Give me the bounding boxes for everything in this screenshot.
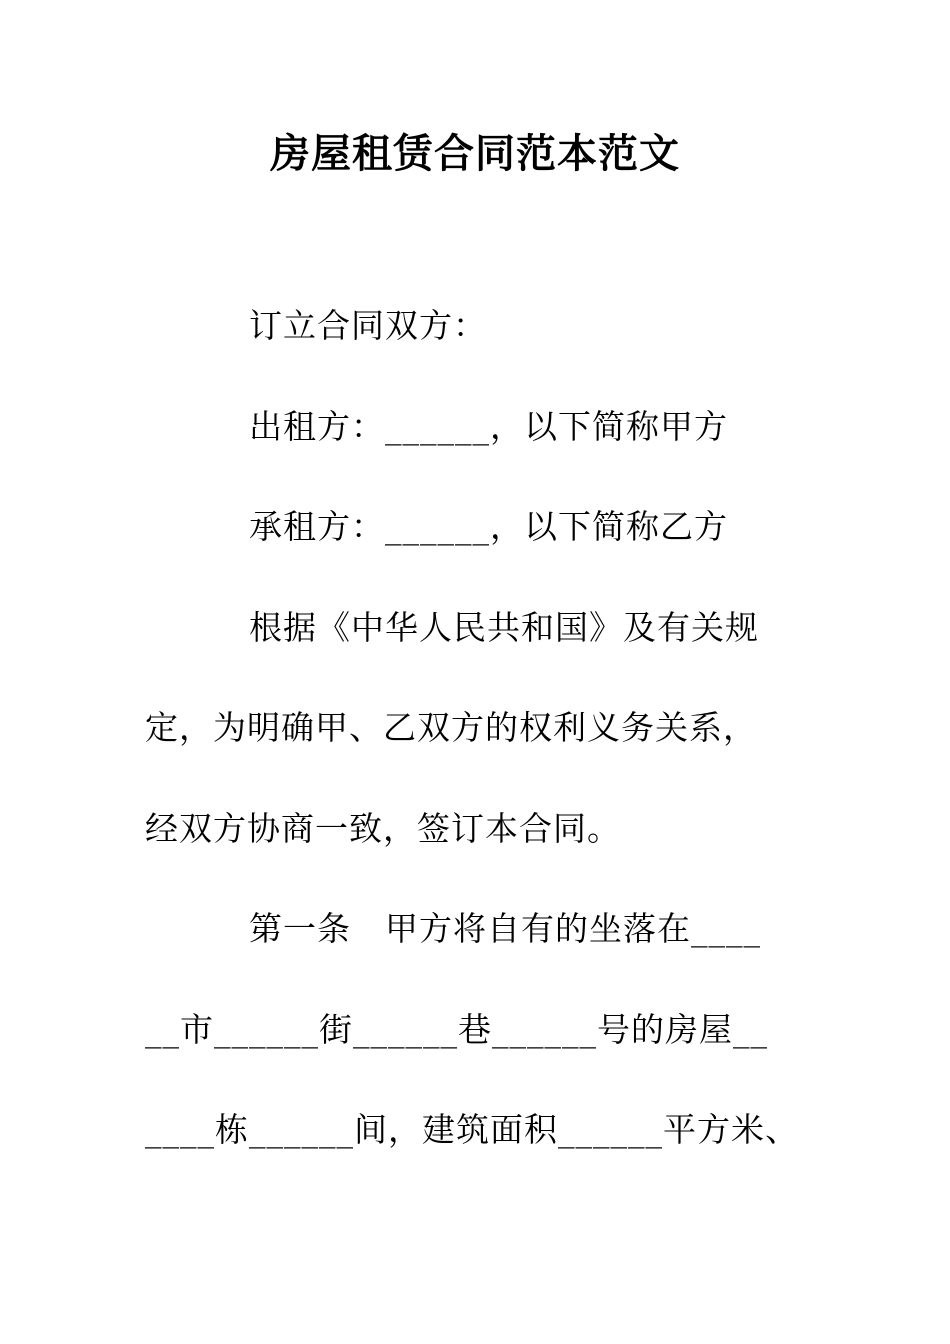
paragraph-line: 承租方：______，以下简称乙方 — [249, 507, 728, 546]
paragraph-line: 第一条 甲方将自有的坐落在____ — [249, 909, 761, 948]
document-title: 房屋租赁合同范本范文 — [270, 130, 680, 177]
paragraph-line: 经双方协商一致，签订本合同。 — [145, 808, 621, 848]
paragraph-line: 出租方：______，以下简称甲方 — [249, 406, 728, 446]
document-body — [145, 300, 805, 1205]
paragraph-line: ____栋______间，建筑面积______平方米、 — [145, 1110, 799, 1149]
paragraph-line: 根据《中华人民共和国》及有关规 — [249, 607, 759, 647]
paragraph-line: 订立合同双方： — [249, 306, 487, 345]
paragraph-line: 定，为明确甲、乙双方的权利义务关系， — [145, 708, 757, 747]
paragraph-line: __市______街______巷______号的房屋__ — [145, 1009, 768, 1049]
